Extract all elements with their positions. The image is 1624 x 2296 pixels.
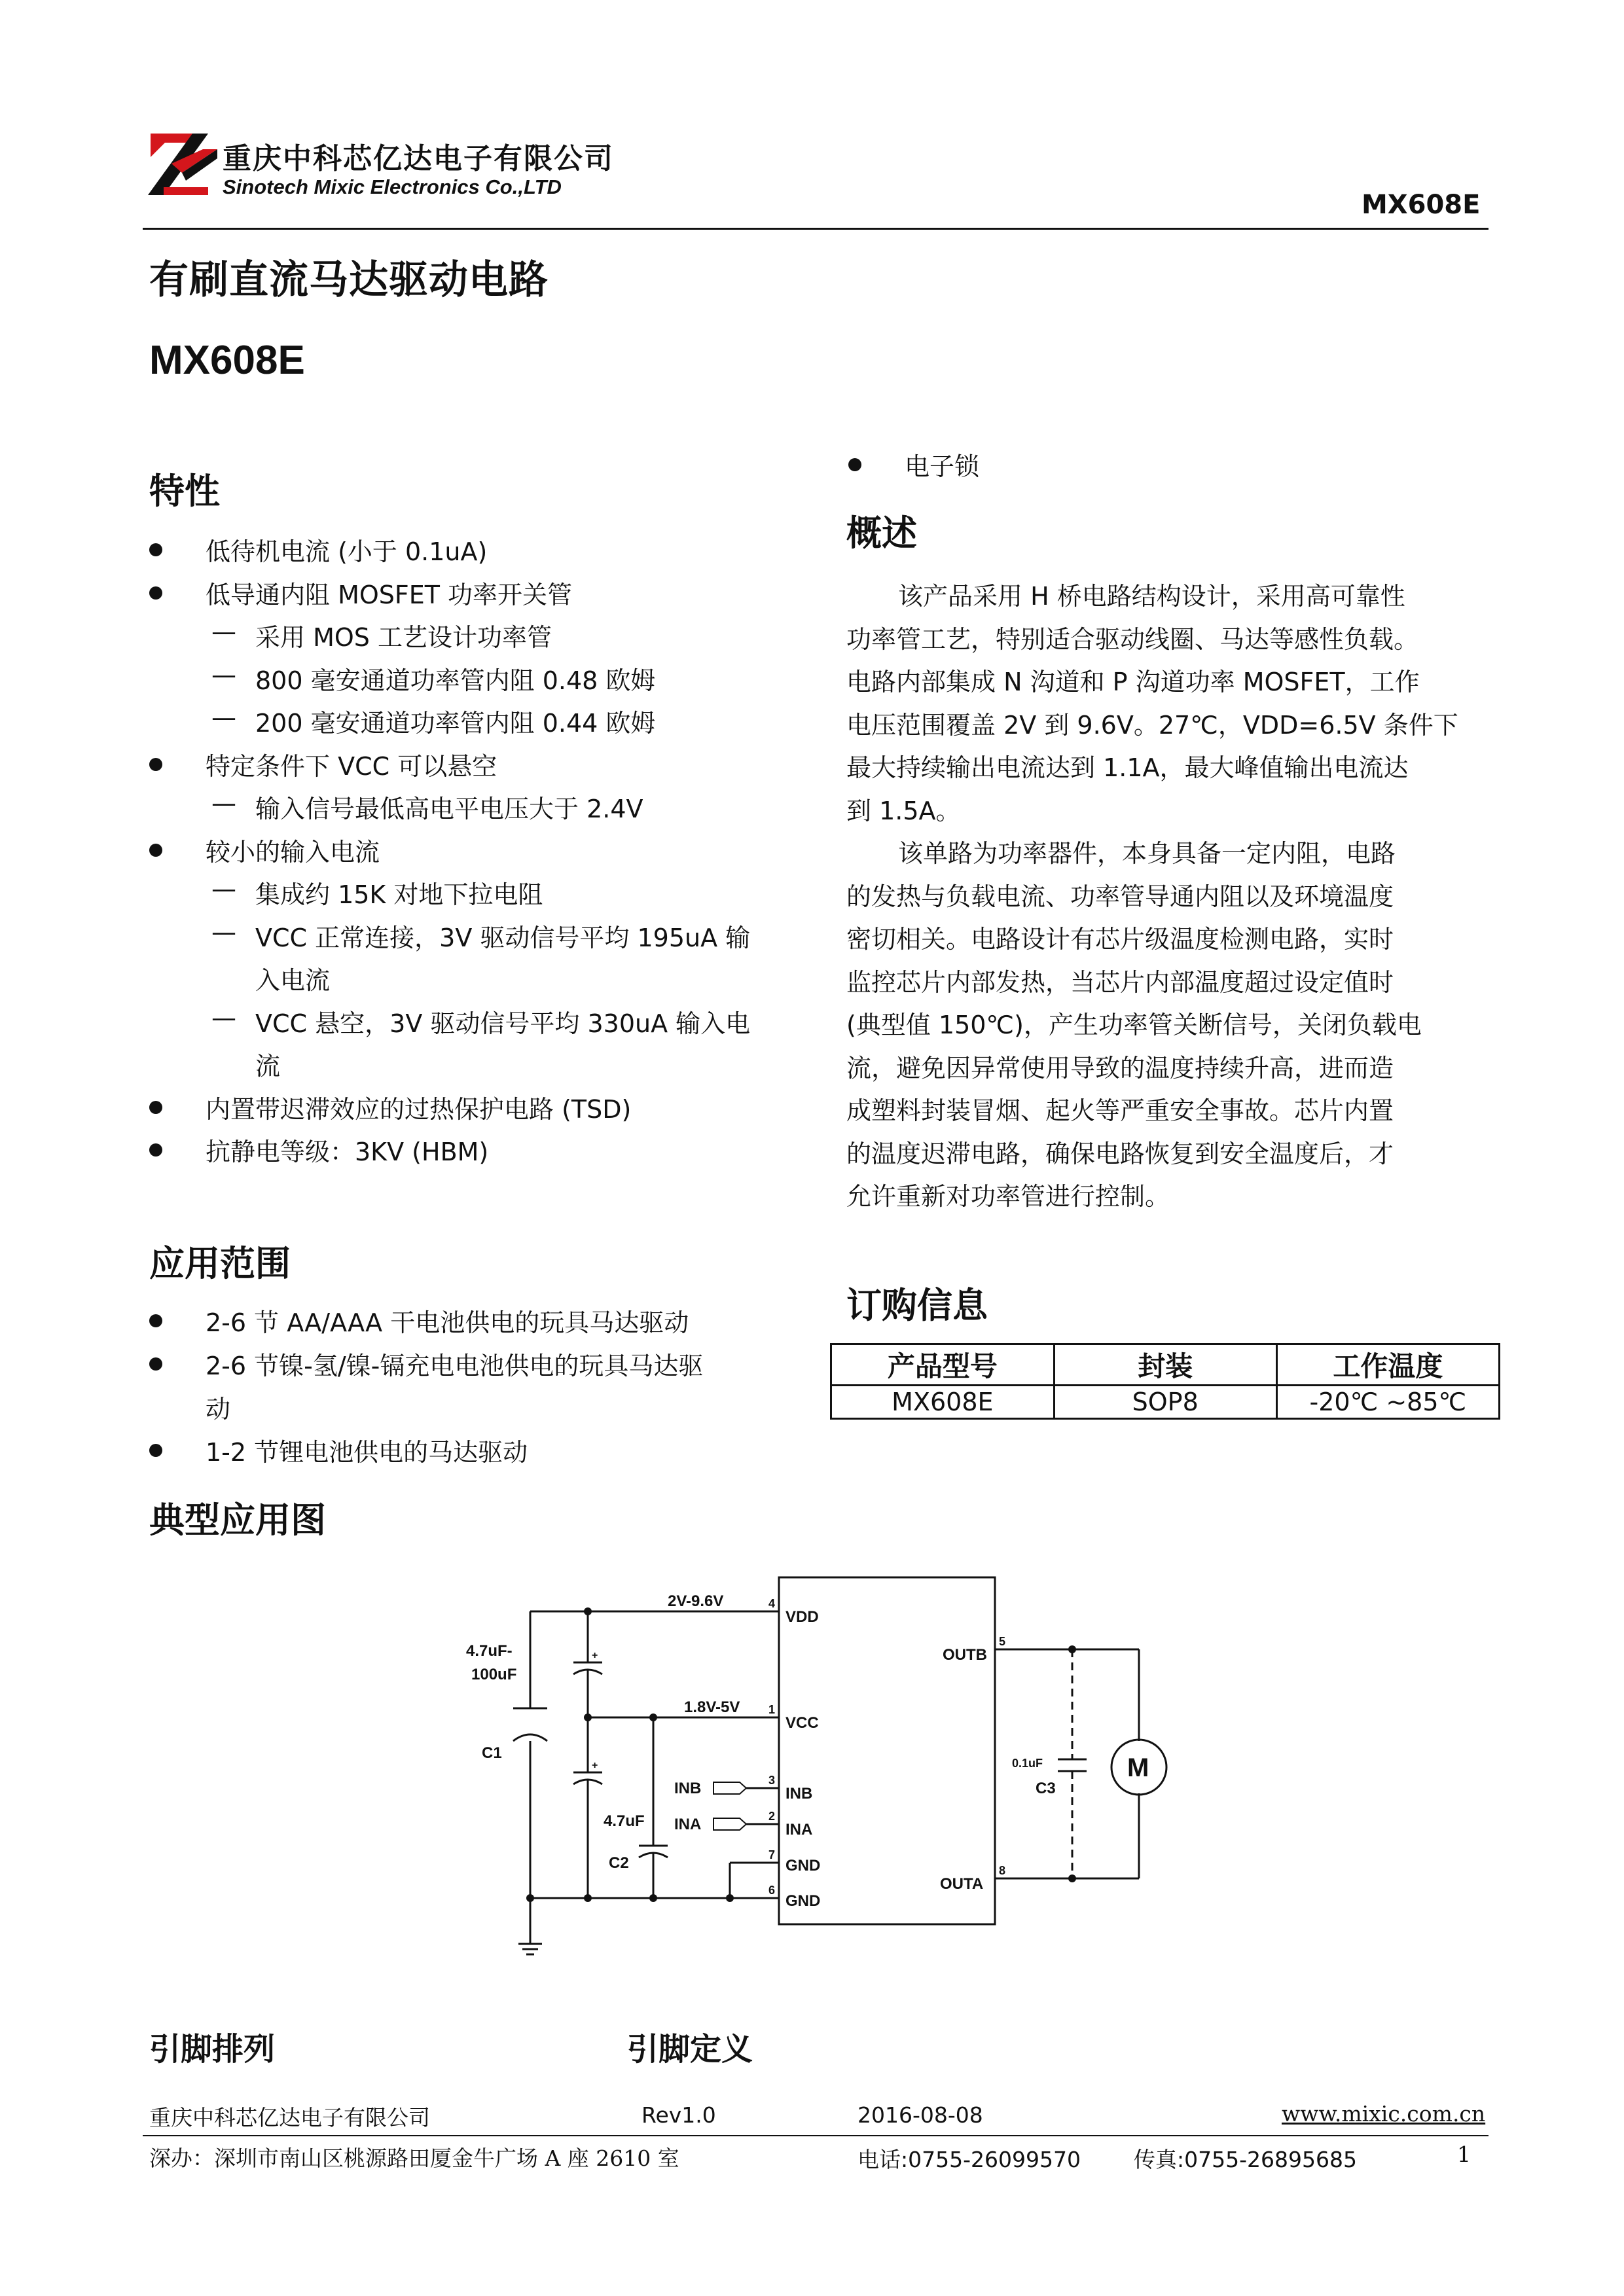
feature-subitem: 800 毫安通道功率管内阻 0.48 欧姆 [255,666,656,695]
pin-ina-label: INA [785,1821,813,1839]
c3-value-label: 0.1uF [1012,1757,1043,1770]
feature-item: 低待机电流 (小于 0.1uA) [206,537,488,566]
feature-subitem: 输入信号最低高电平电压大于 2.4V [255,795,643,823]
footer-address: 深办：深圳市南山区桃源路田厦金牛广场 A 座 2610 室 [149,2145,679,2171]
feature-item-e-lock: 电子锁 [905,452,980,481]
applications-heading: 应用范围 [149,1243,291,1284]
overview-line: (典型值 150℃)，产生功率管关断信号，关闭负载电 [846,1011,1422,1039]
c3-label: C3 [1036,1780,1056,1797]
footer-date: 2016-08-08 [857,2102,983,2128]
pin-inb-label: INB [785,1785,813,1803]
c1-value-label: 4.7uF- [466,1642,513,1660]
logo-mark-icon [145,126,223,203]
vdd-range-label: 2V-9.6V [668,1592,724,1610]
feature-continuation: 流 [255,1052,281,1081]
pin-number-5: 5 [999,1635,1006,1648]
overview-line: 该单路为功率器件，本身具备一定内阻，电路 [898,839,1396,868]
pin-number-8: 8 [999,1864,1006,1877]
typical-app-heading: 典型应用图 [149,1499,326,1541]
footer-tel: 电话:0755-26099570 [857,2147,1081,2172]
dash-marker: — [211,1003,236,1032]
ordering-cell-temp: -20℃ ~85℃ [1276,1386,1499,1419]
overview-line: 流，避免因异常使用导致的温度持续升高，进而造 [846,1053,1394,1083]
bullet-dot [149,1314,162,1327]
overview-line: 允许重新对功率管进行控制。 [846,1182,1170,1211]
feature-subitem: 200 毫安通道功率管内阻 0.44 欧姆 [255,709,656,738]
features-heading: 特性 [149,471,220,512]
footer-company: 重庆中科芯亿达电子有限公司 [149,2105,430,2130]
ina-signal-label: INA [674,1816,702,1833]
dash-marker: — [211,617,236,646]
ordering-table [830,1343,1500,1420]
page-number: 1 [1457,2142,1471,2167]
bullet-dot [149,1444,162,1457]
overview-line: 监控芯片内部发热，当芯片内部温度超过设定值时 [846,967,1394,997]
overview-line: 密切相关。电路设计有芯片级温度检测电路，实时 [846,925,1394,954]
table-row [831,1386,1500,1419]
feature-continuation: 入电流 [255,966,331,995]
pin-vdd-label: VDD [785,1608,819,1626]
ordering-heading: 订购信息 [846,1285,988,1326]
footer-website-link[interactable]: www.mixic.com.cn [1282,2101,1486,2126]
overview-line: 到 1.5A。 [846,796,961,825]
overview-line: 功率管工艺，特别适合驱动线圈、马达等感性负载。 [846,624,1419,654]
application-item: 1-2 节锂电池供电的马达驱动 [206,1438,528,1467]
dash-marker: — [211,874,236,903]
bullet-dot [149,1101,162,1114]
feature-subitem: 集成约 15K 对地下拉电阻 [255,880,543,909]
pin-number-2: 2 [768,1810,776,1823]
overview-line: 成塑料封装冒烟、起火等严重安全事故。芯片内置 [846,1096,1394,1125]
bullet-dot [848,458,861,471]
ordering-header-package: 封装 [1054,1344,1276,1386]
bullet-dot [149,543,162,556]
pin-gnd2-label: GND [785,1892,821,1910]
feature-subitem: 采用 MOS 工艺设计功率管 [255,623,552,652]
pin-arrangement-heading: 引脚排列 [149,2031,276,2068]
pin-number-3: 3 [768,1774,776,1787]
feature-subitem: VCC 悬空，3V 驱动信号平均 330uA 输入电 [255,1009,751,1038]
application-continuation: 动 [206,1395,231,1424]
pin-vcc-label: VCC [785,1714,819,1732]
header-part-number: MX608E [1362,190,1481,220]
company-name-en: Sinotech Mixic Electronics Co.,LTD [223,175,562,198]
overview-line: 电压范围覆盖 2V 到 9.6V。27℃，VDD=6.5V 条件下 [846,710,1458,740]
feature-subitem: VCC 正常连接，3V 驱动信号平均 195uA 输 [255,923,751,952]
dash-marker: — [211,789,236,817]
c2-value-label: 4.7uF [604,1812,645,1830]
pin-outb-label: OUTB [943,1646,987,1664]
pin-number-7: 7 [768,1848,776,1861]
motor-icon: M [1127,1753,1149,1782]
bullet-dot [149,758,162,771]
vcc-range-label: 1.8V-5V [684,1698,740,1716]
pin-number-1: 1 [768,1703,776,1716]
page-title: 有刷直流马达驱动电路 [149,257,549,303]
c1-value-label-2: 100uF [471,1666,517,1683]
footer-divider-top [143,2135,1489,2136]
application-item: 2-6 节 AA/AAA 干电池供电的玩具马达驱动 [206,1308,689,1337]
pin-outa-label: OUTA [940,1875,984,1893]
bullet-dot [149,586,162,600]
ordering-header-temp: 工作温度 [1276,1344,1499,1386]
polarity-plus-2: + [592,1760,598,1771]
inb-signal-label: INB [674,1780,702,1797]
c2-label: C2 [609,1854,629,1872]
ordering-cell-package: SOP8 [1054,1386,1276,1419]
feature-item: 内置带迟滞效应的过热保护电路 (TSD) [206,1094,632,1124]
overview-heading: 概述 [846,512,917,554]
ordering-header-row [831,1344,1500,1386]
ordering-header-part: 产品型号 [831,1344,1055,1386]
c1-label: C1 [482,1744,502,1762]
footer-fax: 传真:0755-26895685 [1134,2147,1357,2172]
dash-marker: — [211,703,236,732]
feature-item: 低导通内阻 MOSFET 功率开关管 [206,580,573,609]
part-title: MX608E [149,338,305,383]
pin-number-4: 4 [768,1597,776,1610]
bullet-dot [149,844,162,857]
overview-line: 该产品采用 H 桥电路结构设计，采用高可靠性 [898,582,1405,611]
ordering-cell-part: MX608E [831,1386,1055,1419]
feature-item: 较小的输入电流 [206,837,380,867]
feature-item: 抗静电等级：3KV (HBM) [206,1138,489,1166]
pin-number-6: 6 [768,1884,776,1897]
polarity-plus-1: + [592,1650,598,1661]
bullet-dot [149,1357,162,1371]
dash-marker: — [211,660,236,689]
bullet-dot [149,1143,162,1157]
footer-rev: Rev1.0 [641,2102,716,2128]
overview-line: 的发热与负载电流、功率管导通内阻以及环境温度 [846,882,1394,911]
pin-definition-heading: 引脚定义 [627,2031,753,2068]
overview-line: 最大持续输出电流达到 1.1A，最大峰值输出电流达 [846,753,1409,782]
company-name-cn: 重庆中科芯亿达电子有限公司 [223,142,614,175]
company-logo [145,126,223,203]
dash-marker: — [211,917,236,946]
header-divider [143,228,1489,230]
application-item: 2-6 节镍-氢/镍-镉充电电池供电的玩具马达驱 [206,1352,704,1380]
pin-gnd1-label: GND [785,1857,821,1874]
typical-app-schematic [458,1564,1191,1970]
feature-item: 特定条件下 VCC 可以悬空 [206,751,497,781]
overview-line: 的温度迟滞电路，确保电路恢复到安全温度后，才 [846,1139,1394,1168]
overview-line: 电路内部集成 N 沟道和 P 沟道功率 MOSFET，工作 [846,668,1420,696]
